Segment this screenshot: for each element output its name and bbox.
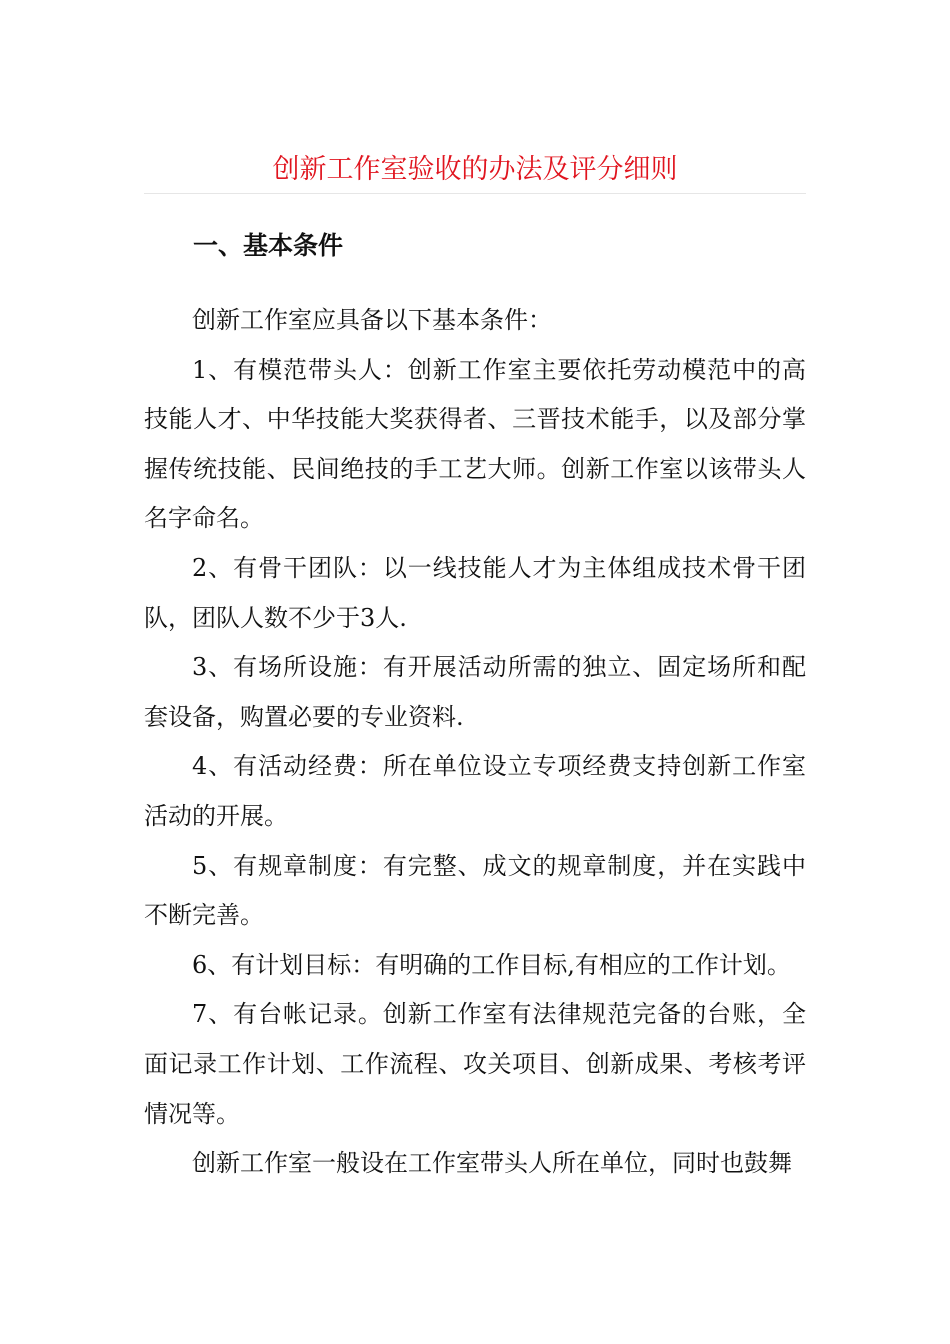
paragraph-item-1: 1、有模范带头人：创新工作室主要依托劳动模范中的高技能人才、中华技能大奖获得者、三晋技术能手，以及部分掌握传统技能、民间绝技的手工艺大师。创新工作室以该带头人名字命名。 — [144, 355, 806, 533]
paragraph-item-7: 7、有台帐记录。创新工作室有法律规范完备的台账，全面记录工作计划、工作流程、攻关项目、创新成果、考核考评情况等。 — [144, 1000, 806, 1128]
document-body — [144, 296, 806, 1189]
title-divider — [144, 193, 806, 194]
paragraph-item-5: 5、有规章制度：有完整、成文的规章制度，并在实践中不断完善。 — [144, 851, 806, 930]
paragraph-item-3: 3、有场所设施：有开展活动所需的独立、固定场所和配套设备，购置必要的专业资料. — [144, 653, 806, 731]
section-heading: 一、基本条件 — [193, 231, 344, 260]
document-title: 创新工作室验收的办法及评分细则 — [272, 154, 678, 185]
paragraph-item-6: 6、有计划目标：有明确的工作目标,有相应的工作计划。 — [192, 950, 791, 979]
paragraph-closing: 创新工作室一般设在工作室带头人所在单位，同时也鼓舞 — [192, 1149, 792, 1178]
paragraph-intro: 创新工作室应具备以下基本条件： — [192, 306, 552, 334]
paragraph-item-2: 2、有骨干团队：以一线技能人才为主体组成技术骨干团队，团队人数不少于3人. — [144, 553, 806, 632]
paragraph-item-4: 4、有活动经费：所在单位设立专项经费支持创新工作室活动的开展。 — [144, 752, 806, 830]
